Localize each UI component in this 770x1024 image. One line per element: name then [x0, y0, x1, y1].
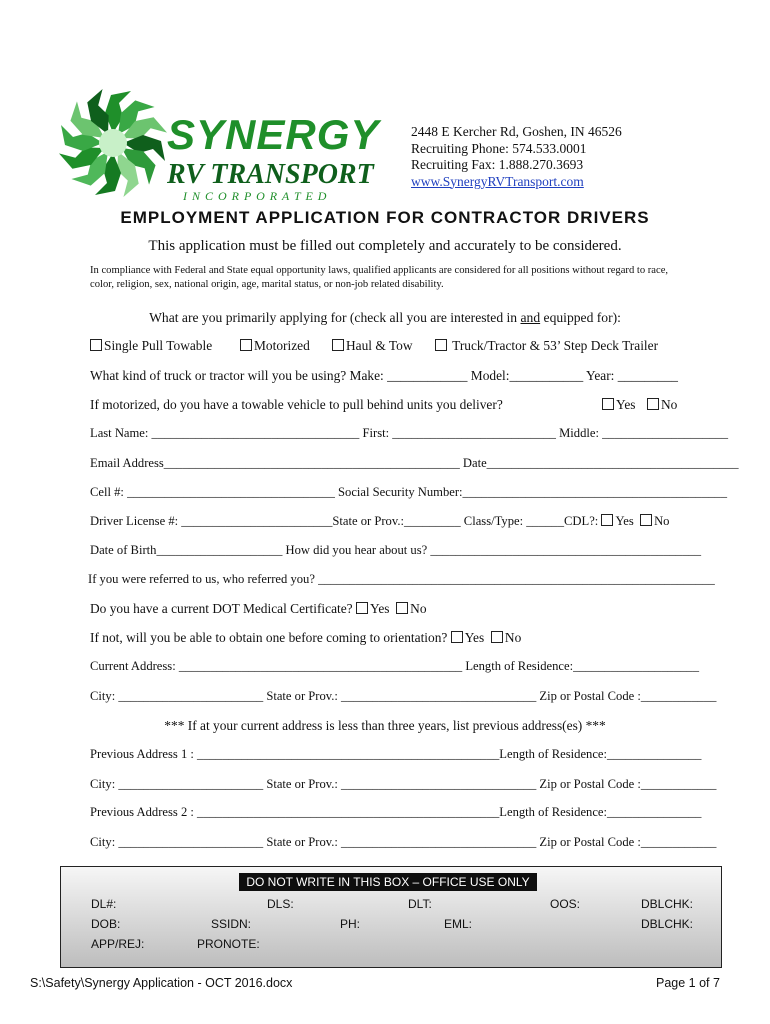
office-pronote: PRONOTE:: [197, 937, 260, 951]
dot-question: Do you have a current DOT Medical Certificate? Yes No: [90, 601, 427, 616]
contact-website-link[interactable]: www.SynergyRVTransport.com: [411, 173, 584, 189]
truck-field[interactable]: What kind of truck or tractor will you be using? Make: ____________ Model:___________ Year: _________: [90, 368, 678, 383]
obtain-no-option[interactable]: No: [491, 630, 521, 645]
pinwheel-logo-icon: [55, 85, 175, 205]
checkbox-icon[interactable]: [491, 631, 503, 643]
city-fields-3[interactable]: City: _______________________ State or Prov.: _______________________________ Zip or Postal Code :____________: [90, 835, 717, 849]
page-title: EMPLOYMENT APPLICATION FOR CONTRACTOR DRIVERS: [120, 208, 650, 227]
office-oos: OOS:: [550, 897, 581, 911]
option-haul-tow[interactable]: Haul & Tow: [332, 338, 413, 354]
option-single-pull[interactable]: Single Pull Towable: [90, 338, 212, 354]
office-dl: DL#:: [91, 897, 117, 911]
logo-name: SYNERGY: [167, 111, 380, 158]
obtain-yes-option[interactable]: Yes: [451, 630, 484, 645]
checkbox-icon[interactable]: [396, 602, 408, 614]
contact-address: 2448 E Kercher Rd, Goshen, IN 46526: [411, 124, 622, 139]
office-use-box: [60, 866, 722, 968]
office-dblchk-2: DBLCHK:: [641, 917, 694, 931]
obtain-question: If not, will you be able to obtain one before coming to orientation? Yes No: [90, 630, 522, 645]
checkbox-icon[interactable]: [435, 339, 447, 351]
footer-file-path: S:\Safety\Synergy Application - OCT 2016.docx: [30, 976, 293, 990]
company-logo: [55, 85, 390, 205]
office-ssidn: SSIDN:: [211, 917, 252, 931]
office-eml: EML:: [444, 917, 473, 931]
towable-question: If motorized, do you have a towable vehicle to pull behind units you deliver? Yes No: [90, 397, 678, 412]
logo-subtitle: RV TRANSPORT: [167, 159, 374, 190]
dot-no-option[interactable]: No: [396, 601, 426, 616]
current-address-field[interactable]: Current Address: _____________________________________________ Length of Residence:____________________: [90, 659, 700, 673]
compliance-notice: In compliance with Federal and State equal opportunity laws, qualified applicants are considered for all positions without regard to race, color, religion, sex, national origin, age, marital status, or non-job related disability.: [90, 265, 669, 290]
page-subtitle: This application must be filled out completely and accurately to be considered.: [148, 238, 622, 254]
towable-yes-option[interactable]: Yes: [602, 397, 635, 413]
previous-address-2-field[interactable]: Previous Address 2 : ________________________________________________Length of Residence:_______________: [90, 805, 702, 819]
office-dls: DLS:: [267, 897, 294, 911]
contact-block: [411, 124, 622, 190]
name-fields[interactable]: Last Name: _________________________________ First: __________________________ Middle: ____________________: [90, 426, 729, 440]
dob-source-fields[interactable]: Date of Birth____________________ How did you hear about us? ___________________________________________: [90, 543, 702, 557]
city-fields-1[interactable]: City: _______________________ State or Prov.: _______________________________ Zip or Postal Code :____________: [90, 689, 717, 703]
applying-question: What are you primarily applying for (check all you are interested in and equipped for):: [149, 310, 621, 325]
checkbox-icon[interactable]: [356, 602, 368, 614]
checkbox-icon[interactable]: [640, 514, 652, 526]
checkbox-icon[interactable]: [332, 339, 344, 351]
cell-ssn-fields[interactable]: Cell #: _________________________________ Social Security Number:__________________________________________: [90, 485, 728, 499]
option-truck-tractor[interactable]: Truck/Tractor & 53’ Step Deck Trailer: [435, 338, 658, 354]
towable-no-option[interactable]: No: [647, 397, 677, 413]
footer-page-number: Page 1 of 7: [656, 976, 720, 990]
previous-address-1-field[interactable]: Previous Address 1 : ________________________________________________Length of Residence:_______________: [90, 747, 702, 761]
cdl-no-option[interactable]: No: [640, 514, 669, 528]
contact-phone: Recruiting Phone: 574.533.0001: [411, 140, 587, 156]
license-fields[interactable]: Driver License #: ________________________State or Prov.:_________ Class/Type: ______CDL?: Yes No: [90, 514, 670, 528]
office-dob: DOB:: [91, 917, 121, 931]
checkbox-icon[interactable]: [601, 514, 613, 526]
office-apprej: APP/REJ:: [91, 937, 145, 951]
referred-field[interactable]: If you were referred to us, who referred you? _______________________________________________________________: [88, 572, 715, 586]
checkbox-icon[interactable]: [602, 398, 614, 410]
checkbox-icon[interactable]: [90, 339, 102, 351]
office-use-title: DO NOT WRITE IN THIS BOX – OFFICE USE ONLY: [239, 873, 537, 891]
contact-fax: Recruiting Fax: 1.888.270.3693: [411, 157, 584, 172]
dot-yes-option[interactable]: Yes: [356, 601, 389, 616]
city-fields-2[interactable]: City: _______________________ State or Prov.: _______________________________ Zip or Postal Code :____________: [90, 777, 717, 791]
office-ph: PH:: [340, 917, 361, 931]
office-dlt: DLT:: [408, 897, 432, 911]
office-dblchk-1: DBLCHK:: [641, 897, 694, 911]
email-date-fields[interactable]: Email Address_______________________________________________ Date________________________________________: [90, 456, 739, 470]
checkbox-icon[interactable]: [240, 339, 252, 351]
cdl-yes-option[interactable]: Yes: [601, 514, 633, 528]
previous-address-note: *** If at your current address is less than three years, list previous address(es) ***: [164, 718, 606, 733]
checkbox-icon[interactable]: [647, 398, 659, 410]
option-motorized[interactable]: Motorized: [240, 338, 310, 354]
checkbox-icon[interactable]: [451, 631, 463, 643]
logo-incorporated: I N C O R P O R A T E D: [183, 189, 328, 203]
